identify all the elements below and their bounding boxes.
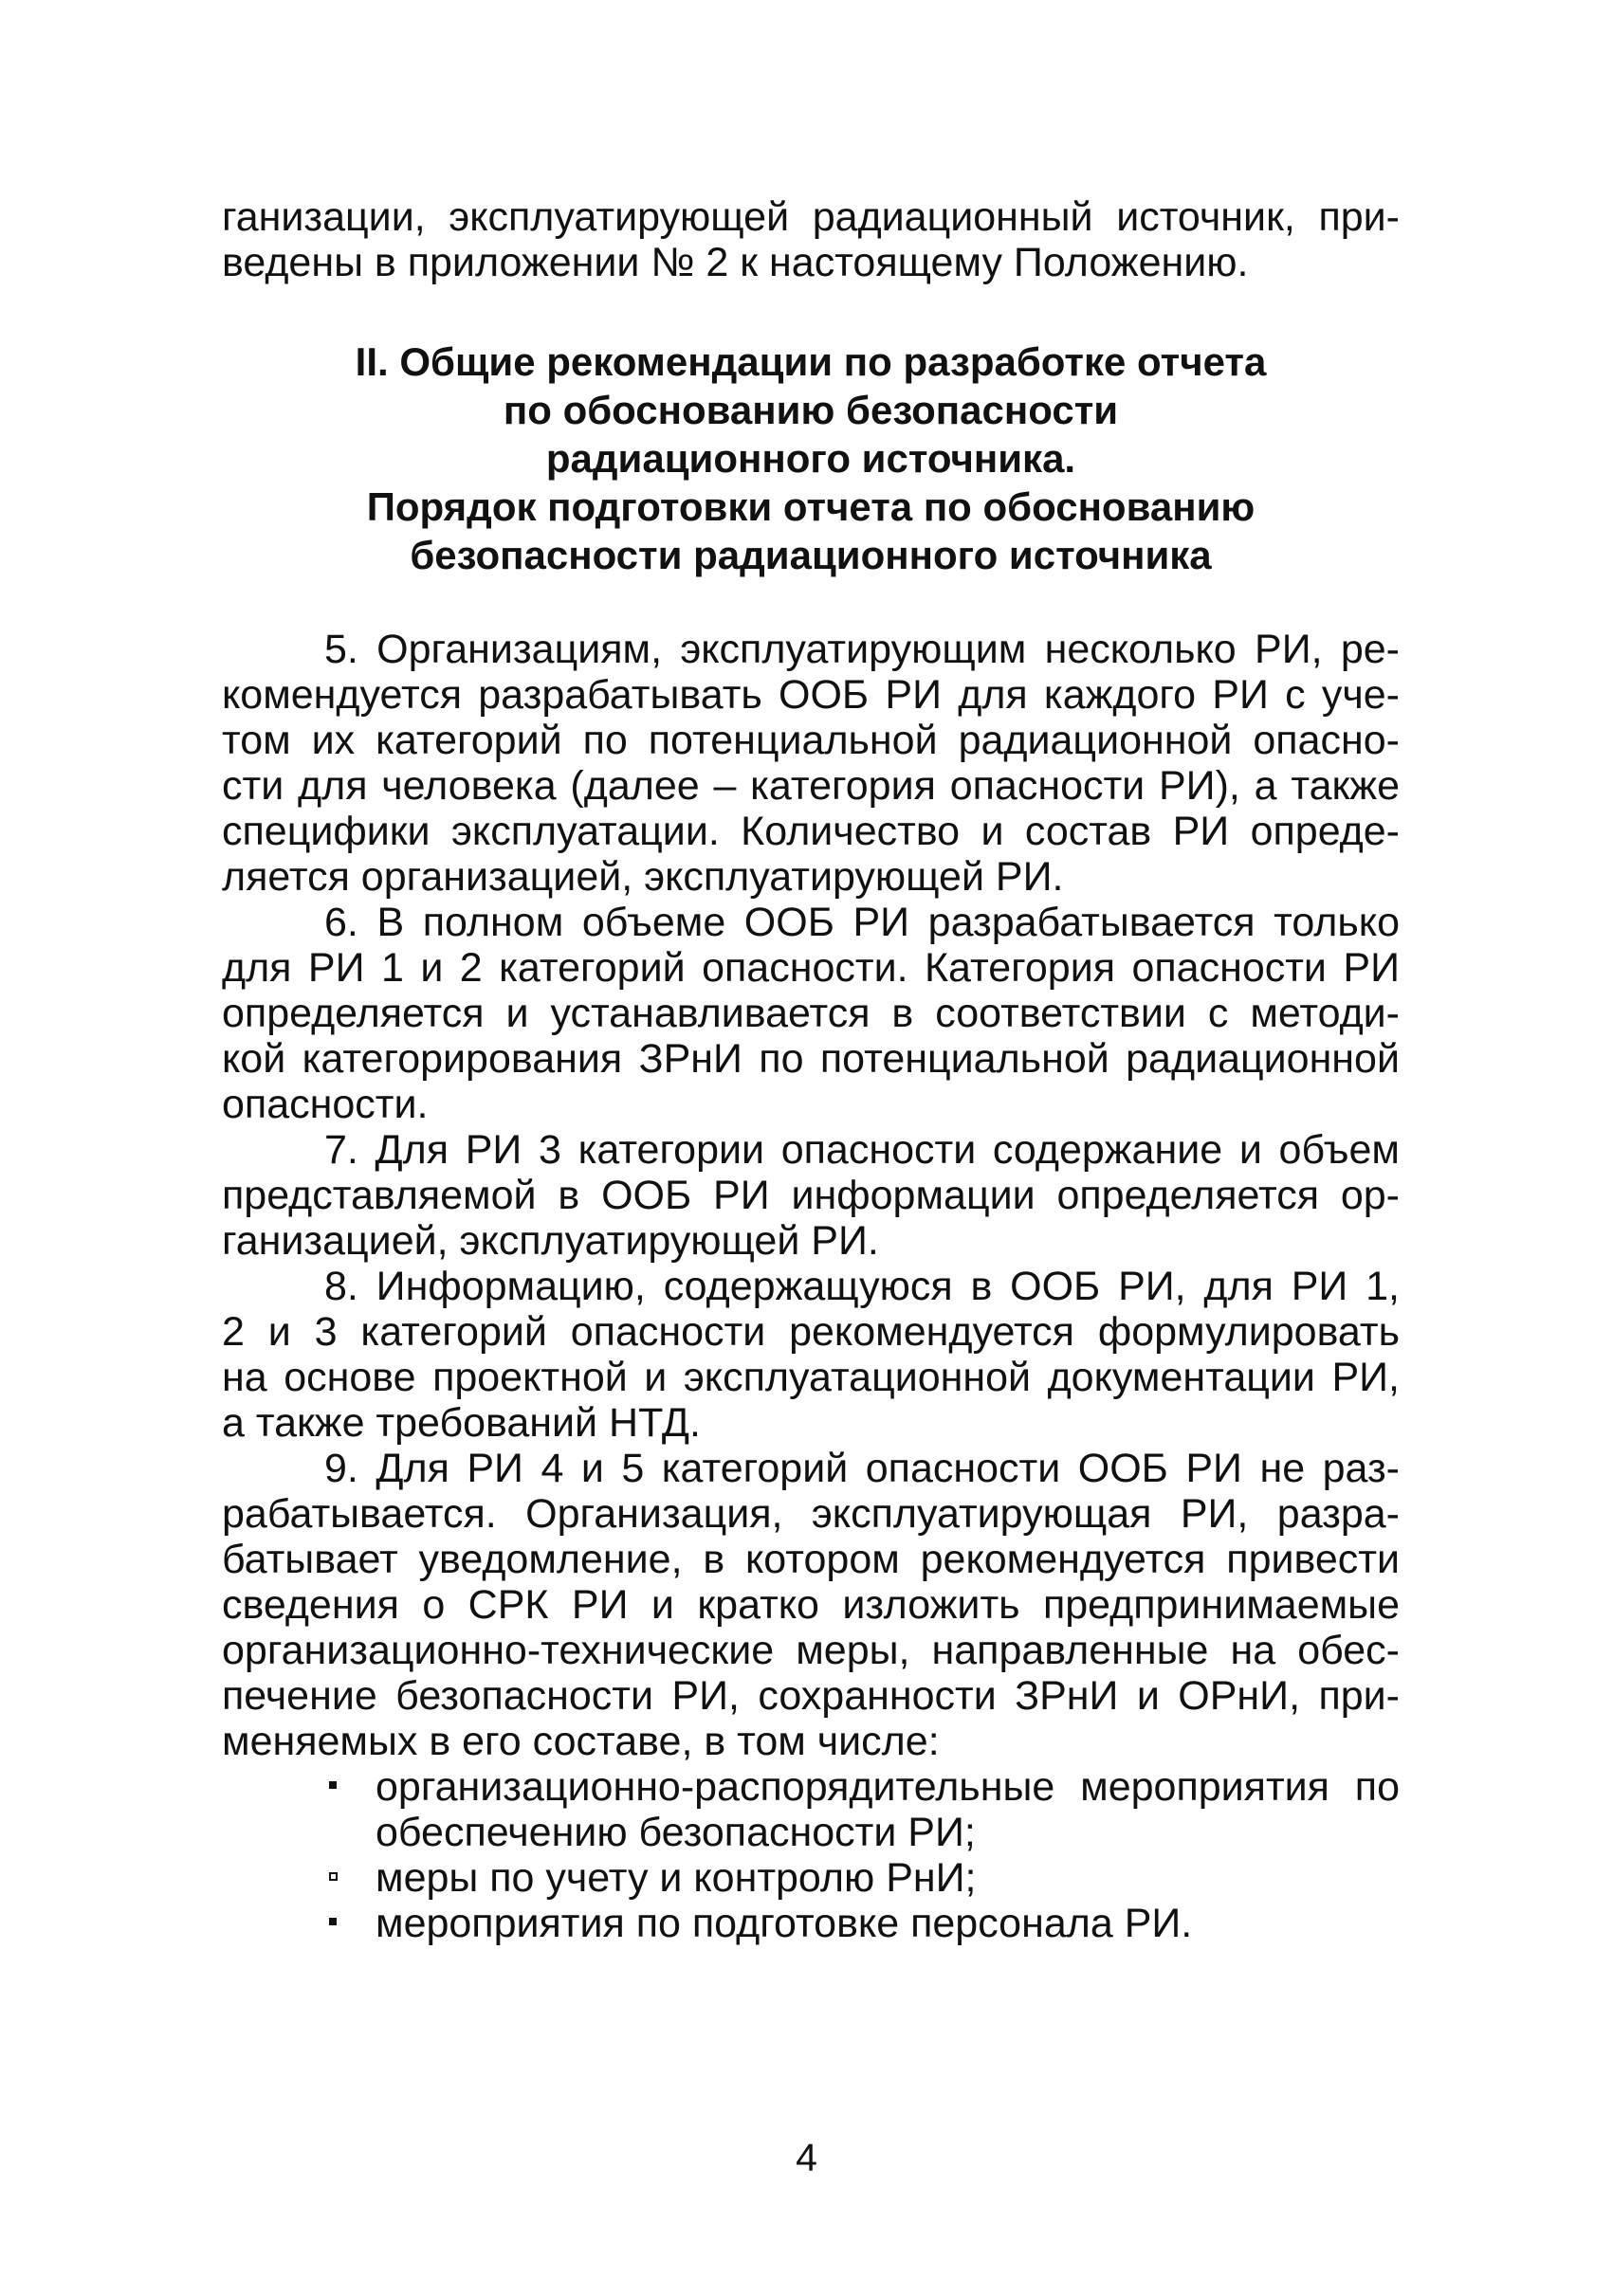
text-line: представляемой в ООБ РИ информации определяется ор- xyxy=(222,1173,1400,1218)
text-line: 9. Для РИ 4 и 5 категорий опасности ООБ РИ не раз- xyxy=(324,1446,1400,1491)
text-line: печение безопасности РИ, сохранности ЗРнИ и ОРнИ, при- xyxy=(222,1673,1400,1719)
text-line: рабатывается. Организация, эксплуатирующая РИ, разра- xyxy=(222,1491,1400,1537)
intro-paragraph xyxy=(222,194,1400,285)
text-line: меняемых в его составе, в том числе: xyxy=(222,1719,940,1764)
paragraph-8 xyxy=(222,1264,1400,1446)
heading-line: II. Общие рекомендации по разработке отчета xyxy=(355,339,1267,384)
text-line: 7. Для РИ 3 категории опасности содержание и объем xyxy=(324,1127,1400,1173)
text-line: том их категорий по потенциальной радиационной опасно- xyxy=(222,718,1400,763)
text-line: специфики эксплуатации. Количество и состав РИ опреде- xyxy=(222,809,1400,854)
heading-line: по обоснованию безопасности xyxy=(503,388,1119,432)
heading-line: безопасности радиационного источника xyxy=(410,533,1212,577)
paragraph-9 xyxy=(222,1446,1400,1764)
text-line: ведены в приложении № 2 к настоящему Положению. xyxy=(222,240,1249,285)
text-line: 2 и 3 категорий опасности рекомендуется формулировать xyxy=(222,1309,1400,1355)
square-bullet-icon xyxy=(329,1872,338,1881)
text-line: ганизации, эксплуатирующей радиационный источник, при- xyxy=(222,194,1400,240)
text-line: сти для человека (далее – категория опасности РИ), а также xyxy=(222,763,1400,809)
text-column xyxy=(222,194,1400,1946)
text-line: кой категорирования ЗРнИ по потенциальной радиационной xyxy=(222,1036,1400,1082)
text-line: сведения о СРК РИ и кратко изложить предпринимаемые xyxy=(222,1582,1400,1628)
section-heading xyxy=(222,337,1400,579)
page-number: 4 xyxy=(796,2136,817,2179)
text-line: опасности. xyxy=(222,1082,429,1127)
bullet-item xyxy=(222,1901,1400,1946)
text-line: ляется организацией, эксплуатирующей РИ. xyxy=(222,854,1064,900)
text-line: для РИ 1 и 2 категорий опасности. Категория опасности РИ xyxy=(222,945,1400,991)
text-line: на основе проектной и эксплуатационной документации РИ, xyxy=(222,1355,1400,1400)
bullet-item xyxy=(222,1764,1400,1855)
text-line: ганизацией, эксплуатирующей РИ. xyxy=(222,1218,879,1264)
heading-line: Порядок подготовки отчета по обоснованию xyxy=(366,484,1256,529)
text-line: комендуется разрабатывать ООБ РИ для каждого РИ с уче- xyxy=(222,672,1400,718)
text-line: 6. В полном объеме ООБ РИ разрабатывается только xyxy=(324,900,1400,945)
text-line: батывает уведомление, в котором рекомендуется привести xyxy=(222,1537,1400,1582)
bullet-list xyxy=(222,1764,1400,1946)
square-bullet-icon xyxy=(329,1781,337,1789)
text-line: обеспечению безопасности РИ; xyxy=(376,1810,976,1855)
heading-line: радиационного источника. xyxy=(545,436,1076,481)
text-line: а также требований НТД. xyxy=(222,1400,701,1446)
text-line: определяется и устанавливается в соответствии с методи- xyxy=(222,991,1400,1036)
paragraph-7 xyxy=(222,1127,1400,1264)
paragraph-6 xyxy=(222,900,1400,1127)
text-line: меры по учету и контролю РнИ; xyxy=(376,1855,977,1901)
bullet-item xyxy=(222,1855,1400,1901)
text-line: 5. Организациям, эксплуатирующим несколько РИ, ре- xyxy=(324,627,1400,672)
square-bullet-icon xyxy=(329,1918,337,1925)
text-line: организационно-распорядительные мероприятия по xyxy=(376,1764,1400,1810)
text-line: организационно-технические меры, направленные на обес- xyxy=(222,1628,1400,1673)
text-line: 8. Информацию, содержащуюся в ООБ РИ, для РИ 1, xyxy=(324,1264,1400,1309)
paragraph-5 xyxy=(222,627,1400,900)
text-line: мероприятия по подготовке персонала РИ. xyxy=(376,1901,1193,1946)
